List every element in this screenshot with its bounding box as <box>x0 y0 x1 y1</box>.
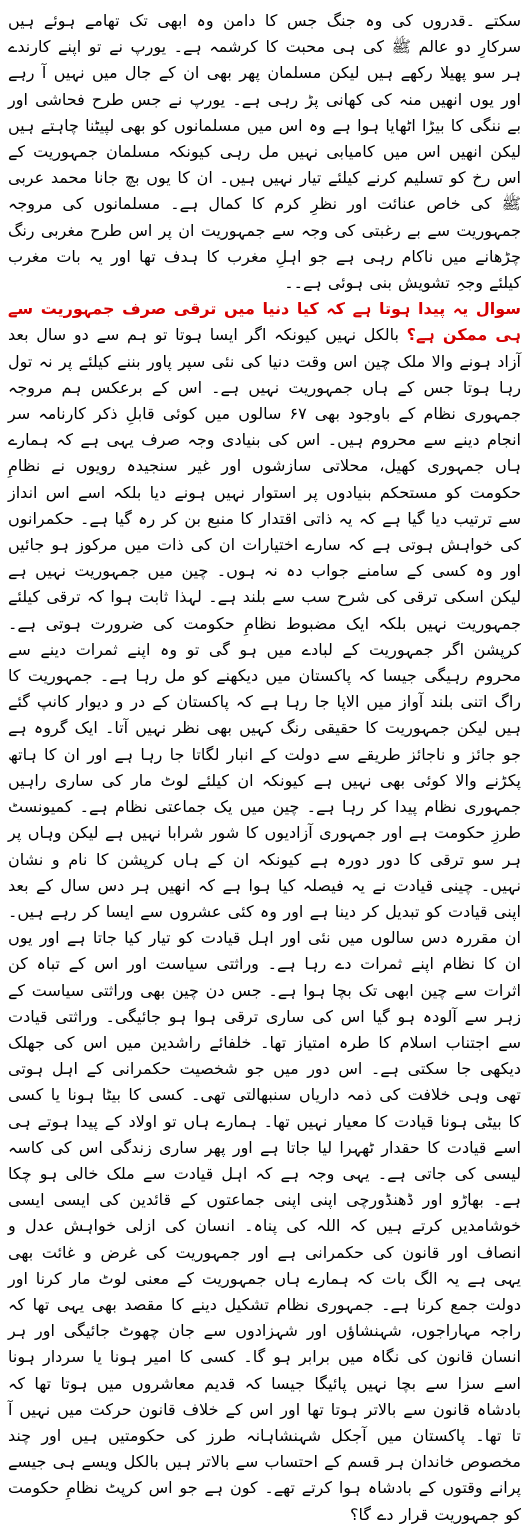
question-heading: سوال یہ پیدا ہوتا ہے کہ کیا دنیا میں ترقی صرف جمہوریت سے ہی ممکن ہے؟ <box>8 299 521 345</box>
article-paragraph-body <box>8 296 521 1528</box>
article-paragraph-intro: سکتے ۔قدروں کی وہ جنگ جس کا دامن وہ ابھی تک تھامے ہوئے ہیں سرکارِ دو عالم ﷺ کی ہی محبت کا کرشمہ ہے۔ یورپ نے تو اپنے کارندے ہر سو پھیلا رکھے ہیں لیکن مسلمان پھر بھی ان کے جال میں نہیں آ رہے اور یوں انھیں منہ کی کھانی پڑ رہی ہے۔ یورپ نے جس طرح فحاشی اور بے ننگی کا بیڑا اٹھایا ہوا ہے وہ اس میں مسلمانوں کو بھی لپیٹنا چاہتے ہیں لیکن انھیں اس میں کامیابی نہیں مل رہی کیونکہ مسلمان جمہوریت کے اس رخ کو تسلیم کرنے کیلئے تیار نہیں ہیں۔ ان کا یوں بچ جانا محمد عربی ﷺ کی خاص عنائت اور نظرِ کرم کا کمال ہے۔ مسلمانوں کی مروجہ جمہوریت سے بے رغبتی کی وجہ سے جمہوریت ان پر اس طرح مغربی رنگ چڑھانے میں ناکام رہی ہے جو اہلِ مغرب کا ہدف تھا اور یہ بات مغرب کیلئے وجہِ تشویش بنی ہوئی ہے۔۔ <box>8 11 521 293</box>
answer-text: بالکل نہیں کیونکہ اگر ایسا ہوتا تو ہم سے دو سال بعد آزاد ہونے والا ملک چین اس وقت دنیا کی نئی سپر پاور بننے کیلئے پر نہ تول رہا ہوتا جس کے ہاں جمہوریت نہیں ہے۔ اس کے برعکس ہم مروجہ جمہوری نظام کے باوجود بھی ۶۷ سالوں میں کوئی قابلِ ذکر کارنامہ سر انجام دینے سے محروم ہیں۔ اس کی بنیادی وجہ صرف یہی ہے کہ ہمارے ہاں جمہوری کھیل، محلاتی سازشوں اور غیر سنجیدہ رویوں نے نظامِ حکومت کو مستحکم بنیادوں پر استوار نہیں ہونے دیا بلکہ اسے اس انداز سے ترتیب دیا گیا ہے کہ یہ ذاتی اقتدار کا منبع بن کر رہ گیا ہے۔ حکمرانوں کی خواہش ہوتی ہے کہ سارے اختیارات ان کی ذات میں مرکوز ہو جائیں اور وہ کسی کے سامنے جواب دہ نہ ہوں۔ چین میں جمہوریت نہیں ہے لیکن اسکی ترقی کی شرح سب سے بلند ہے۔ لہذا ثابت ہوا کہ ترقی کیلئے جمہوریت نہیں بلکہ ایک مضبوط نظامِ حکومت کی ضرورت ہوتی ہے۔ کرپشن اگر جمہوریت کے لبادے میں ہو گی تو وہ اپنے ثمرات دینے سے محروم رہیگی جیسا کہ پاکستان میں دیکھنے کو مل رہا ہے۔ جمہوریت کا راگ اتنی بلند آواز میں الاپا جا رہا ہے کہ پاکستان کے در و دیوار کانپ گئے ہیں لیکن جمہوریت کا حقیقی رنگ کہیں بھی نظر نہیں آتا۔ ایک گروہ ہے جو جائز و ناجائز طریقے سے دولت کے انبار لگاتا جا رہا ہے اور ان کا ہاتھ پکڑنے والا کوئی بھی نہیں ہے کیونکہ ان کیلئے لوٹ مار کی ساری راہیں جمہوری نظام پیدا کر رہا ہے۔ چین میں یک جماعتی نظام ہے۔ کمیونسٹ طرزِ حکومت ہے اور جمہوری آزادیوں کا شور شرابا نہیں ہے لیکن وہاں پر ہر سو ترقی کا دور دورہ ہے کیونکہ ان کے ہاں کرپشن کا نام و نشان نہیں۔ چینی قیادت نے یہ فیصلہ کیا ہوا ہے کہ انھیں ہر دس سال کے بعد اپنی قیادت کو تبدیل کر دینا ہے اور وہ کئی عشروں سے ایسا کر رہے ہیں۔ ان مقررہ دس سالوں میں نئی اور اہل قیادت کو تیار کیا جاتا ہے اور یوں ان کا نظام اپنے ثمرات دے رہا ہے۔ وراثتی سیاست اور اس کے تباہ کن اثرات سے چین ابھی تک بچا ہوا ہے۔ جس دن چین بھی وراثتی سیاست کے زہر سے آلودہ ہو گیا اس کی ساری ترقی ہوا ہو جائیگی۔ وراثتی قیادت سے اجتناب اسلام کا طرہ امتیاز تھا۔ خلفائے راشدین میں اس کی جھلک دیکھی جا سکتی ہے۔ اس دور میں جو شخصیت حکمرانی کے اہل ہوتی تھی وہی خلافت کی ذمہ داریاں سنبھالتی تھی۔ کسی کا بیٹا ہونا یا کسی کا بیٹی ہونا قیادت کا معیار نہیں تھا۔ ہمارے ہاں تو اولاد کے پیدا ہوتے ہی اسے قیادت کا حقدار ٹھہرا لیا جاتا ہے اور پھر ساری زندگی اس کی کاسہ لیسی کی جاتی ہے۔ یہی وجہ ہے کہ اہل قیادت سے ملک خالی ہو چکا ہے۔ بھاڑو اور ڈھنڈورچی اپنی اپنی جماعتوں کے قائدین کی ایسی ایسی خوشامدیں کرتے ہیں کہ اللہ کی پناہ۔ انسان کی ازلی خواہش عدل و انصاف اور قانون کی حکمرانی ہے اور جمہوریت کی غرض و غائت بھی یہی ہے یہ الگ بات کہ ہمارے ہاں جمہوریت کے معنی لوٹ مار کرنا اور دولت جمع کرنا ہے۔ جمہوری نظام تشکیل دینے کا مقصد بھی یہی تھا کہ راجہ مہاراجوں، شہنشاؤں اور شہزادوں سے جان چھوٹ جائیگی اور ہر انسان قانون کی نگاہ میں برابر ہو گا۔ کسی کا امیر ہونا یا سردار ہونا اسے سزا سے بچا نہیں پائیگا جیسا کہ قدیم معاشروں میں ہوتا تھا کہ بادشاہ قانون سے بالاتر ہوتا تھا اور اس کے خلاف قانون حرکت میں نہیں آ تا تھا۔ پاکستان میں آجکل شہنشاہانہ طرز کی حکومتیں ہیں اور چند مخصوص خاندان ہر قسم کے احتساب سے بالاتر ہیں بالکل ویسے ہی جیسے پرانے وقتوں کے بادشاہ ہوا کرتے تھے۔ کون ہے جو اس کرپٹ نظامِ حکومت کو جمہوریت قرار دے گا؟ <box>8 325 522 1524</box>
